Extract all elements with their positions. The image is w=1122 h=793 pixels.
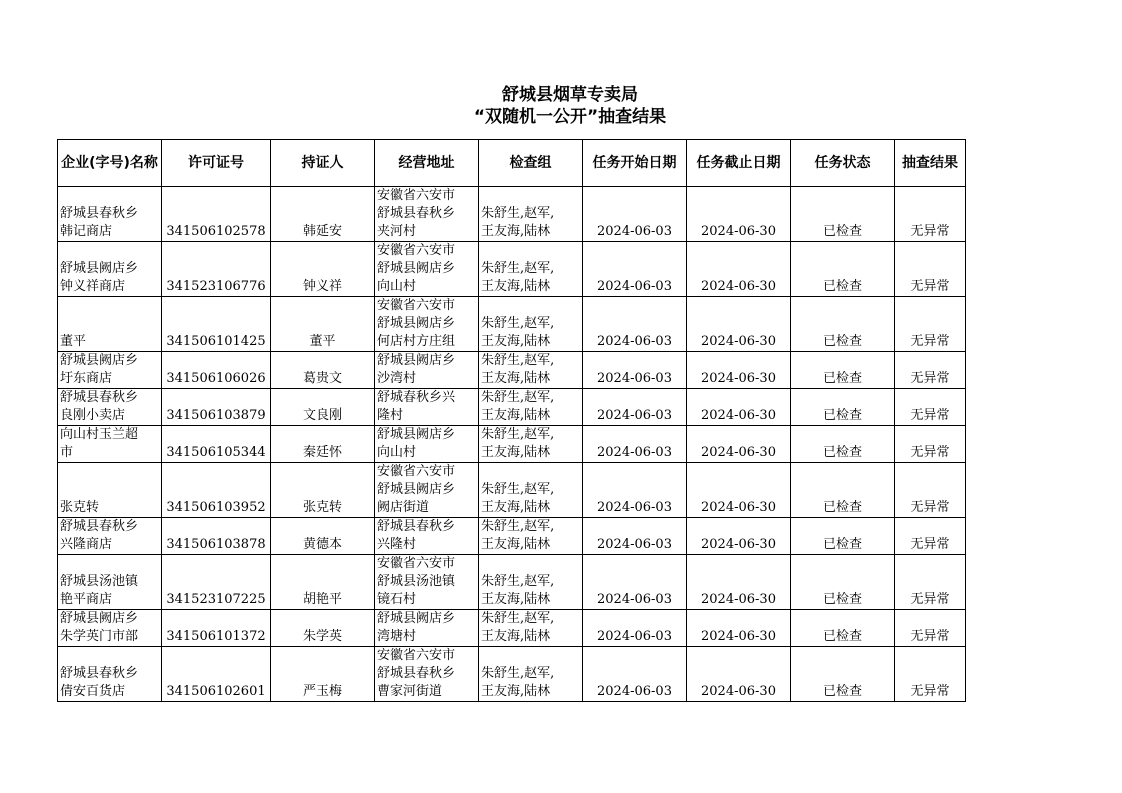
- table-row: [58, 555, 966, 610]
- cell-start-date: 2024-06-03: [583, 610, 687, 647]
- cell-inspection-result: 无异常: [895, 518, 966, 555]
- header-task-status: 任务状态: [791, 140, 895, 187]
- cell-task-status: 已检查: [791, 242, 895, 297]
- cell-license-no: 341506101372: [162, 610, 271, 647]
- cell-address: 安徽省六安市 舒城县阙店乡 阙店街道: [375, 463, 479, 518]
- cell-inspection-result: 无异常: [895, 610, 966, 647]
- cell-address: 舒城县阙店乡 沙湾村: [375, 352, 479, 389]
- cell-inspection-group: 朱舒生,赵军, 王友海,陆林: [479, 187, 583, 242]
- cell-task-status: 已检查: [791, 463, 895, 518]
- cell-address: 安徽省六安市 舒城县阙店乡 何店村方庄组: [375, 297, 479, 352]
- cell-end-date: 2024-06-30: [687, 187, 791, 242]
- table-row: [58, 242, 966, 297]
- cell-end-date: 2024-06-30: [687, 610, 791, 647]
- cell-task-status: 已检查: [791, 426, 895, 463]
- title-line-1: 舒城县烟草专卖局: [502, 85, 638, 105]
- cell-inspection-result: 无异常: [895, 647, 966, 702]
- cell-company-name: 舒城县阙店乡 朱学英门市部: [58, 610, 162, 647]
- cell-inspection-group: 朱舒生,赵军, 王友海,陆林: [479, 555, 583, 610]
- cell-company-name: 向山村玉兰超 市: [58, 426, 162, 463]
- cell-company-name: 舒城县汤池镇 艳平商店: [58, 555, 162, 610]
- cell-address: 安徽省六安市 舒城县春秋乡 夹河村: [375, 187, 479, 242]
- cell-holder: 黄德本: [271, 518, 375, 555]
- cell-company-name: 舒城县阙店乡 钟义祥商店: [58, 242, 162, 297]
- cell-inspection-result: 无异常: [895, 242, 966, 297]
- cell-inspection-result: 无异常: [895, 297, 966, 352]
- results-table: [57, 139, 966, 702]
- cell-holder: 严玉梅: [271, 647, 375, 702]
- cell-task-status: 已检查: [791, 555, 895, 610]
- cell-end-date: 2024-06-30: [687, 297, 791, 352]
- cell-end-date: 2024-06-30: [687, 463, 791, 518]
- table-row: [58, 518, 966, 555]
- cell-inspection-result: 无异常: [895, 389, 966, 426]
- table-row: [58, 389, 966, 426]
- cell-task-status: 已检查: [791, 352, 895, 389]
- cell-holder: 张克转: [271, 463, 375, 518]
- cell-task-status: 已检查: [791, 297, 895, 352]
- cell-address: 舒城春秋乡兴 隆村: [375, 389, 479, 426]
- cell-inspection-group: 朱舒生,赵军, 王友海,陆林: [479, 242, 583, 297]
- cell-license-no: 341506102601: [162, 647, 271, 702]
- cell-end-date: 2024-06-30: [687, 647, 791, 702]
- cell-holder: 秦廷怀: [271, 426, 375, 463]
- cell-holder: 朱学英: [271, 610, 375, 647]
- cell-inspection-group: 朱舒生,赵军, 王友海,陆林: [479, 297, 583, 352]
- cell-start-date: 2024-06-03: [583, 555, 687, 610]
- cell-inspection-result: 无异常: [895, 426, 966, 463]
- cell-start-date: 2024-06-03: [583, 242, 687, 297]
- cell-task-status: 已检查: [791, 610, 895, 647]
- table-row: [58, 610, 966, 647]
- cell-address: 安徽省六安市 舒城县阙店乡 向山村: [375, 242, 479, 297]
- cell-license-no: 341506103879: [162, 389, 271, 426]
- cell-inspection-result: 无异常: [895, 187, 966, 242]
- cell-end-date: 2024-06-30: [687, 389, 791, 426]
- header-license-no: 许可证号: [162, 140, 271, 187]
- cell-inspection-group: 朱舒生,赵军, 王友海,陆林: [479, 647, 583, 702]
- cell-company-name: 董平: [58, 297, 162, 352]
- cell-address: 舒城县阙店乡 湾塘村: [375, 610, 479, 647]
- cell-start-date: 2024-06-03: [583, 297, 687, 352]
- cell-inspection-group: 朱舒生,赵军, 王友海,陆林: [479, 426, 583, 463]
- cell-license-no: 341506105344: [162, 426, 271, 463]
- cell-start-date: 2024-06-03: [583, 352, 687, 389]
- cell-task-status: 已检查: [791, 647, 895, 702]
- header-end-date: 任务截止日期: [687, 140, 791, 187]
- table-row: [58, 297, 966, 352]
- cell-end-date: 2024-06-30: [687, 242, 791, 297]
- cell-holder: 韩延安: [271, 187, 375, 242]
- cell-address: 舒城县阙店乡 向山村: [375, 426, 479, 463]
- table-row: [58, 352, 966, 389]
- cell-task-status: 已检查: [791, 389, 895, 426]
- cell-license-no: 341506103878: [162, 518, 271, 555]
- cell-inspection-group: 朱舒生,赵军, 王友海,陆林: [479, 463, 583, 518]
- cell-end-date: 2024-06-30: [687, 518, 791, 555]
- header-address: 经营地址: [375, 140, 479, 187]
- cell-start-date: 2024-06-03: [583, 389, 687, 426]
- cell-start-date: 2024-06-03: [583, 187, 687, 242]
- cell-inspection-result: 无异常: [895, 352, 966, 389]
- header-inspection-result: 抽查结果: [895, 140, 966, 187]
- cell-address: 安徽省六安市 舒城县春秋乡 曹家河街道: [375, 647, 479, 702]
- cell-inspection-group: 朱舒生,赵军, 王友海,陆林: [479, 518, 583, 555]
- cell-address: 安徽省六安市 舒城县汤池镇 镜石村: [375, 555, 479, 610]
- cell-company-name: 张克转: [58, 463, 162, 518]
- cell-company-name: 舒城县阙店乡 圩东商店: [58, 352, 162, 389]
- cell-company-name: 舒城县春秋乡 兴隆商店: [58, 518, 162, 555]
- cell-license-no: 341523107225: [162, 555, 271, 610]
- cell-end-date: 2024-06-30: [687, 426, 791, 463]
- table-row: [58, 647, 966, 702]
- cell-inspection-group: 朱舒生,赵军, 王友海,陆林: [479, 610, 583, 647]
- cell-start-date: 2024-06-03: [583, 647, 687, 702]
- cell-holder: 文良刚: [271, 389, 375, 426]
- cell-start-date: 2024-06-03: [583, 426, 687, 463]
- header-company-name: 企业(字号)名称: [58, 140, 162, 187]
- cell-holder: 钟义祥: [271, 242, 375, 297]
- cell-task-status: 已检查: [791, 187, 895, 242]
- cell-company-name: 舒城县春秋乡 良刚小卖店: [58, 389, 162, 426]
- cell-inspection-group: 朱舒生,赵军, 王友海,陆林: [479, 352, 583, 389]
- cell-inspection-result: 无异常: [895, 555, 966, 610]
- header-row: [58, 140, 966, 187]
- table-row: [58, 463, 966, 518]
- cell-inspection-group: 朱舒生,赵军, 王友海,陆林: [479, 389, 583, 426]
- cell-license-no: 341523106776: [162, 242, 271, 297]
- cell-license-no: 341506102578: [162, 187, 271, 242]
- cell-inspection-result: 无异常: [895, 463, 966, 518]
- header-start-date: 任务开始日期: [583, 140, 687, 187]
- title-line-2: “双随机一公开”抽查结果: [473, 107, 667, 127]
- cell-start-date: 2024-06-03: [583, 518, 687, 555]
- cell-holder: 胡艳平: [271, 555, 375, 610]
- cell-task-status: 已检查: [791, 518, 895, 555]
- cell-end-date: 2024-06-30: [687, 352, 791, 389]
- header-holder: 持证人: [271, 140, 375, 187]
- cell-license-no: 341506101425: [162, 297, 271, 352]
- cell-address: 舒城县春秋乡 兴隆村: [375, 518, 479, 555]
- table-row: [58, 426, 966, 463]
- table-row: [58, 187, 966, 242]
- cell-license-no: 341506106026: [162, 352, 271, 389]
- cell-company-name: 舒城县春秋乡 韩记商店: [58, 187, 162, 242]
- cell-holder: 葛贵文: [271, 352, 375, 389]
- header-inspection-group: 检查组: [479, 140, 583, 187]
- document-title: [0, 84, 1122, 128]
- cell-license-no: 341506103952: [162, 463, 271, 518]
- cell-holder: 董平: [271, 297, 375, 352]
- cell-company-name: 舒城县春秋乡 倩安百货店: [58, 647, 162, 702]
- cell-start-date: 2024-06-03: [583, 463, 687, 518]
- cell-end-date: 2024-06-30: [687, 555, 791, 610]
